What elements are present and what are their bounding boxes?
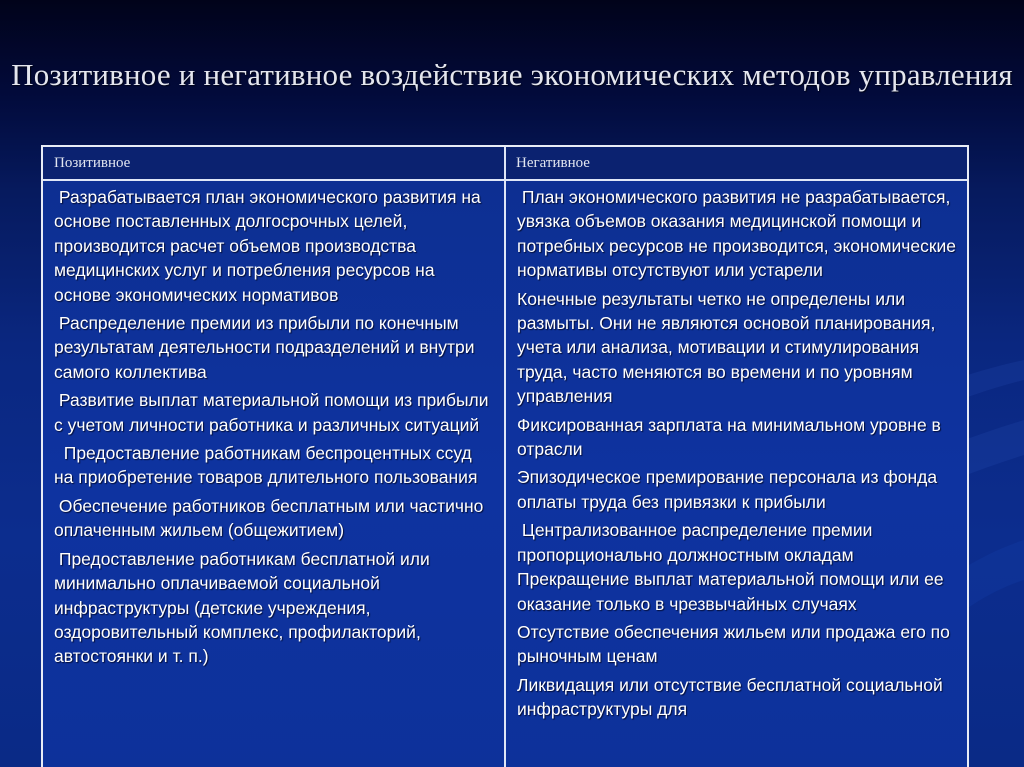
negative-item: Ликвидация или отсутствие бесплатной социальной инфраструктуры для [517, 674, 948, 720]
negative-item: Эпизодическое премирование персонала из фонда оплаты труда без привязки к прибыли [517, 467, 942, 512]
negative-item: План экономического развития не разрабатывается, увязка объемов оказания медицинской помощи и потребных ресурсов не производится, экономические нормативы отсутствуют или устарели [517, 187, 961, 281]
negative-item: Конечные результаты четко не определены или размыты. Они не являются основой планирования, учета или анализа, мотивации и стимулирования труда, часто меняются во времени и по уровням управления [517, 288, 941, 407]
negative-column [506, 181, 967, 767]
positive-item: Предоставление работникам беспроцентных ссуд на приобретение товаров длительного пользования [54, 443, 478, 488]
positive-item: Обеспечение работников бесплатным или частично оплаченным жильем (общежитием) [54, 495, 489, 541]
negative-item: Прекращение выплат материальной помощи или ее оказание только в чрезвычайных случаях [517, 569, 949, 614]
negative-item: Фиксированная зарплата на минимальном уровне в отрасли [517, 414, 946, 460]
positive-item: Предоставление работникам бесплатной или минимально оплачиваемой социальной инфраструктуры (детские учреждения, оздоровительный комплекс, профилакторий, автостоянки и т. п.) [54, 548, 435, 667]
positive-column [43, 181, 504, 767]
header-positive: Позитивное [54, 155, 131, 171]
header-negative: Негативное [516, 155, 590, 171]
comparison-table [41, 145, 969, 767]
slide-title: Позитивное и негативное воздействие экономических методов управления [11, 57, 1013, 92]
positive-item: Распределение премии из прибыли по конечным результатам деятельности подразделений и внутри самого коллектива [54, 313, 480, 382]
positive-item: Развитие выплат материальной помощи из прибыли с учетом личности работника и различных ситуаций [54, 390, 494, 435]
column-divider [504, 147, 506, 767]
negative-item: Централизованное распределение премии пропорционально должностным окладам [517, 520, 878, 565]
positive-item: Разрабатывается план экономического развития на основе поставленных долгосрочных целей, производится расчет объемов производства медицинских услуг и потребления ресурсов на основе экономических нормативов [54, 187, 486, 305]
negative-item: Отсутствие обеспечения жильем или продажа его по рыночным ценам [517, 621, 955, 667]
